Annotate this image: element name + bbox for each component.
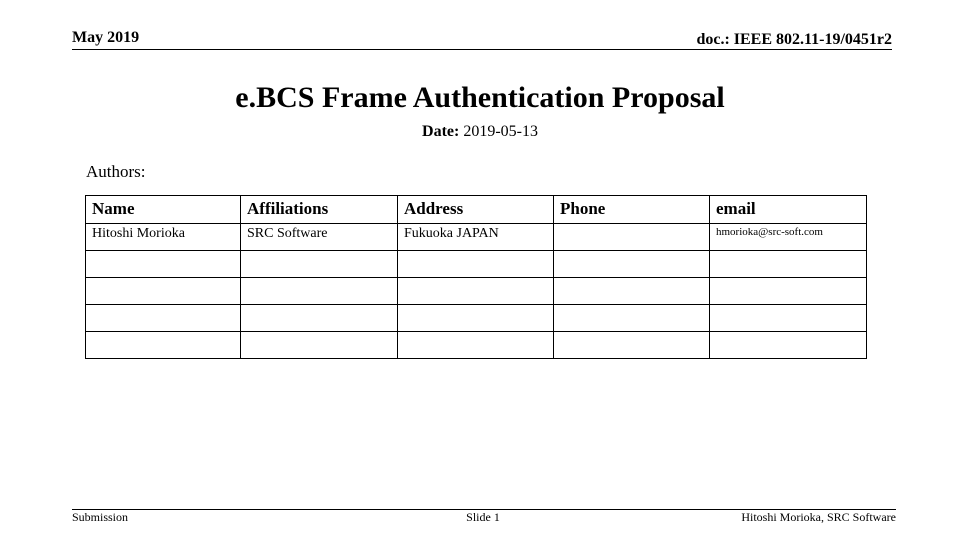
footer-slide-number: Slide 1: [466, 510, 500, 524]
table-cell: [710, 332, 867, 359]
table-cell: [554, 278, 710, 305]
date-label: Date:: [422, 123, 460, 140]
header-date: May 2019: [72, 29, 140, 46]
header-cell-affiliations: Affiliations: [241, 196, 398, 224]
table-row: [86, 278, 867, 305]
table-header-row: [86, 196, 867, 224]
table-cell: [86, 332, 241, 359]
footer-submission: Submission: [72, 510, 129, 524]
table-row: [86, 305, 867, 332]
header-cell-name: Name: [86, 196, 241, 224]
table-cell: [710, 278, 867, 305]
slide-title: e.BCS Frame Authentication Proposal: [235, 81, 725, 114]
date-value: 2019-05-13: [463, 123, 538, 140]
table-row: [86, 332, 867, 359]
date-line: [0, 122, 960, 142]
table-row: [86, 224, 867, 251]
table-cell: [398, 251, 554, 278]
table-cell: [86, 251, 241, 278]
table-cell: [86, 305, 241, 332]
header-cell-address: Address: [398, 196, 554, 224]
table-cell: [554, 332, 710, 359]
table-cell: SRC Software: [241, 224, 398, 251]
table-cell: [241, 251, 398, 278]
table-cell: [241, 332, 398, 359]
authors-table: [85, 195, 867, 359]
table-cell: [241, 305, 398, 332]
table-cell: [398, 332, 554, 359]
header-cell-phone: Phone: [554, 196, 710, 224]
table-cell: Hitoshi Morioka: [86, 224, 241, 251]
table-cell: [554, 251, 710, 278]
table-cell: [554, 305, 710, 332]
header-doc-id: doc.: IEEE 802.11-19/0451r2: [696, 31, 892, 48]
table-cell: [86, 278, 241, 305]
table-cell: [398, 278, 554, 305]
table-cell: [554, 224, 710, 251]
table-cell: [710, 251, 867, 278]
authors-label: Authors:: [86, 162, 146, 181]
header-rule: [72, 49, 892, 50]
table-cell: [710, 305, 867, 332]
table-cell: hmorioka@src-soft.com: [710, 224, 867, 251]
footer-author: Hitoshi Morioka, SRC Software: [741, 510, 896, 524]
table-cell: [241, 278, 398, 305]
table-row: [86, 251, 867, 278]
table-cell: [398, 305, 554, 332]
table-cell: Fukuoka JAPAN: [398, 224, 554, 251]
header-cell-email: email: [710, 196, 867, 224]
